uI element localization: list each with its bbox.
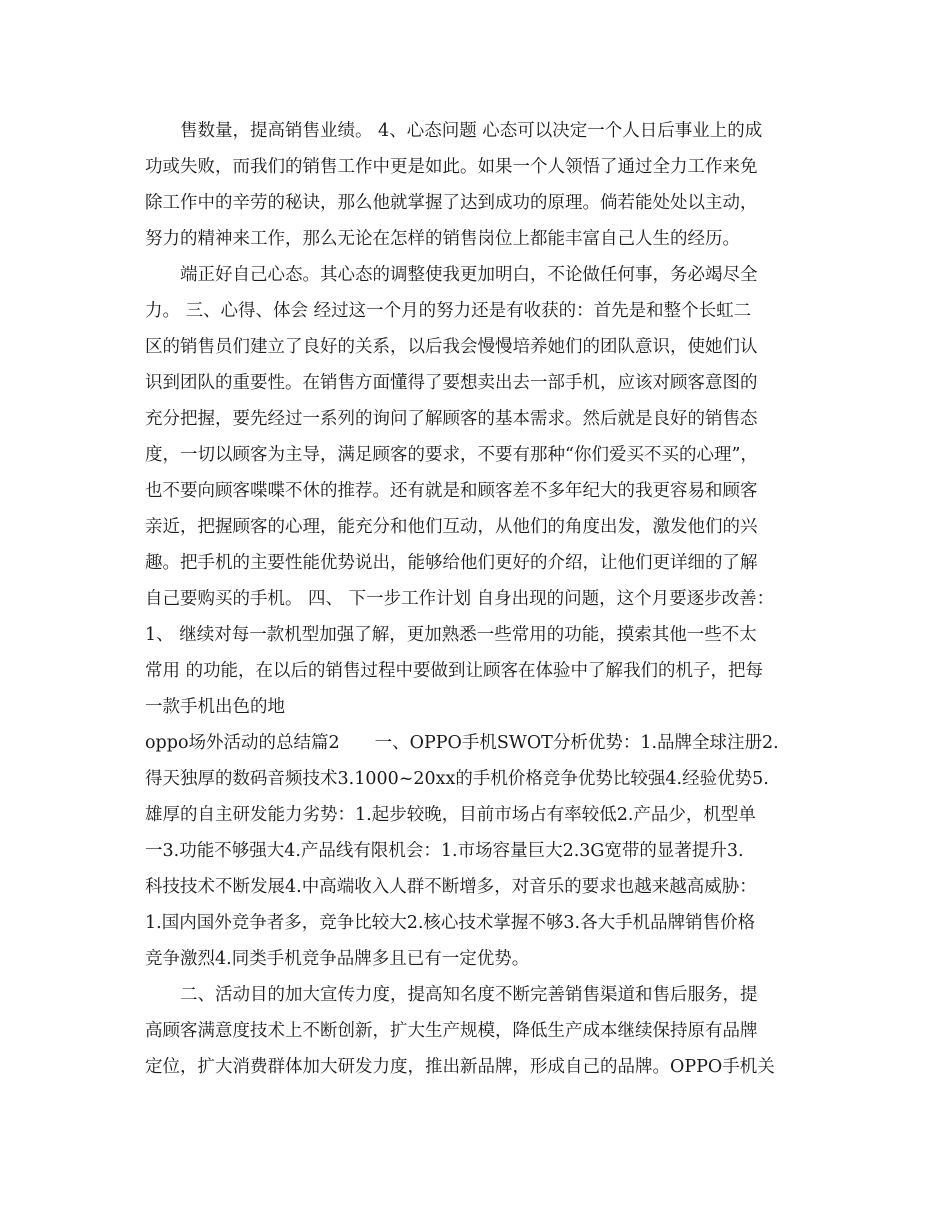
text-line: 识到团队的重要性。在销售方面懂得了要想卖出去一部手机，应该对顾客意图的 — [145, 373, 758, 393]
text-line: 竞争激烈4.同类手机竞争品牌多且已有一定优势。 — [145, 949, 530, 969]
text-line: 高顾客满意度技术上不断创新，扩大生产规模，降低生产成本继续保持原有品牌 — [145, 1021, 758, 1041]
text-line: 常用 的功能，在以后的销售过程中要做到让顾客在体验中了解我们的机子，把每 — [145, 661, 764, 681]
text-line: oppo场外活动的总结篇2 一、OPPO手机SWOT分析优势：1.品牌全球注册2. — [145, 733, 779, 753]
text-line: 自己要购买的手机。 四、 下一步工作计划 自身出现的问题，这个月要逐步改善： — [145, 589, 775, 609]
text-line: 功或失败，而我们的销售工作中更是如此。如果一个人领悟了通过全力工作来免 — [145, 157, 758, 177]
text-line: 定位，扩大消费群体加大研发力度，推出新品牌，形成自己的品牌。OPPO手机关 — [145, 1057, 775, 1077]
text-line: 趣。把手机的主要性能优势说出，能够给他们更好的介绍，让他们更详细的了解 — [145, 553, 758, 573]
text-line: 科技技术不断发展4.中高端收入人群不断增多，对音乐的要求也越来越高威胁： — [145, 877, 757, 897]
text-line: 除工作中的辛劳的秘诀，那么他就掌握了达到成功的原理。倘若能处处以主动， — [145, 193, 758, 213]
text-line: 1.国内国外竞争者多，竞争比较大2.核心技术掌握不够3.各大手机品牌销售价格 — [145, 913, 756, 933]
text-line: 努力的精神来工作，那么无论在怎样的销售岗位上都能丰富自己人生的经历。 — [145, 229, 740, 249]
text-line: 1、 继续对每一款机型加强了解，更加熟悉一些常用的功能，摸索其他一些不太 — [145, 625, 757, 645]
text-line: 充分把握，要先经过一系列的询问了解顾客的基本需求。然后就是良好的销售态 — [145, 409, 758, 429]
text-line: 区的销售员们建立了良好的关系，以后我会慢慢培养她们的团队意识，使她们认 — [145, 337, 758, 357]
text-line: 力。 三、心得、体会 经过这一个月的努力还是有收获的：首先是和整个长虹二 — [145, 301, 752, 321]
text-line: 售数量，提高销售业绩。 4、心态问题 心态可以决定一个人日后事业上的成 — [145, 121, 763, 141]
text-line: 也不要向顾客喋喋不休的推荐。还有就是和顾客差不多年纪大的我更容易和顾客 — [145, 481, 758, 501]
text-line: 度，一切以顾客为主导，满足顾客的要求，不要有那种“你们爱买不买的心理”， — [145, 445, 758, 465]
text-line: 雄厚的自主研发能力劣势：1.起步较晚，目前市场占有率较低2.产品少，机型单 — [145, 805, 756, 825]
text-line: 端正好自己心态。其心态的调整使我更加明白，不论做任何事，务必竭尽全 — [145, 265, 758, 285]
text-line: 一3.功能不够强大4.产品线有限机会：1.市场容量巨大2.3G宽带的显著提升3. — [145, 841, 744, 861]
text-line: 二、活动目的加大宣传力度，提高知名度不断完善销售渠道和售后服务，提 — [145, 985, 758, 1005]
text-line: 得天独厚的数码音频技术3.1000~20xx的手机价格竞争优势比较强4.经验优势5. — [145, 769, 769, 789]
text-line: 亲近，把握顾客的心理，能充分和他们互动，从他们的角度出发，激发他们的兴 — [145, 517, 758, 537]
text-line: 一款手机出色的地 — [145, 697, 285, 717]
